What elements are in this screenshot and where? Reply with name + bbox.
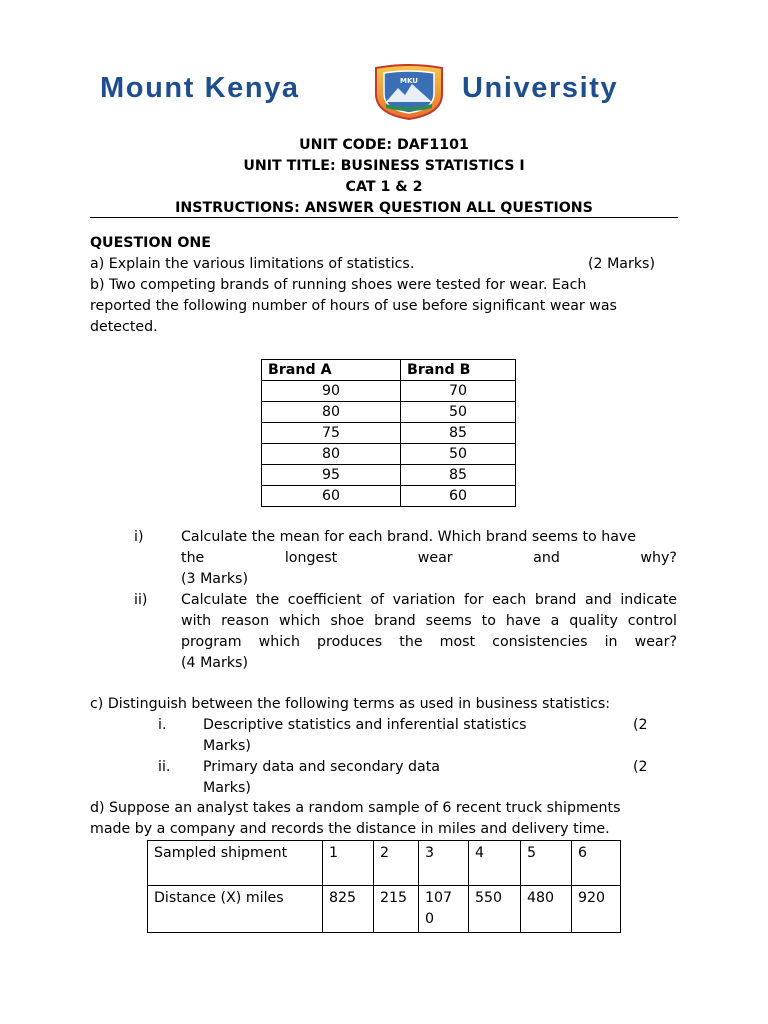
question-c-ii-marks-2: Marks)	[203, 780, 251, 796]
crest-text: MKU	[400, 77, 418, 85]
table-header-cell: Brand B	[401, 360, 516, 381]
table-cell: 70	[401, 381, 516, 402]
table-row	[262, 423, 516, 444]
sub-question-ii-line-1: Calculate the coefficient of variation for each brand and indicate	[181, 592, 677, 608]
question-b-line-1: b) Two competing brands of running shoes were tested for wear. Each	[90, 277, 587, 293]
logo-word-right: University	[462, 72, 619, 104]
word: wear	[417, 550, 453, 566]
table-cell: 6	[572, 841, 621, 886]
table-cell: 85	[401, 465, 516, 486]
university-crest-icon	[372, 64, 446, 120]
question-a-marks: (2 Marks)	[588, 256, 655, 272]
table-cell: 95	[262, 465, 401, 486]
question-b-line-3: detected.	[90, 319, 158, 335]
question-c-text: c) Distinguish between the following terms as used in business statistics:	[90, 696, 611, 712]
question-c-i-marks-2: Marks)	[203, 738, 251, 754]
table-cell: 50	[401, 444, 516, 465]
table-cell: 1	[323, 841, 374, 886]
title-divider	[90, 217, 678, 218]
question-a-text: a) Explain the various limitations of statistics.	[90, 256, 415, 272]
table-row	[262, 381, 516, 402]
table-row	[262, 444, 516, 465]
university-logo	[98, 64, 688, 122]
question-c-i-marks-1: (2	[633, 717, 648, 733]
table-row	[148, 841, 621, 886]
table-cell: 60	[401, 486, 516, 507]
table-row	[148, 886, 621, 933]
table-cell: 85	[401, 423, 516, 444]
table-cell: 2	[374, 841, 419, 886]
brand-wear-table	[261, 359, 516, 507]
table-row	[262, 402, 516, 423]
table-row	[262, 486, 516, 507]
table-row	[262, 465, 516, 486]
table-cell: 215	[374, 886, 419, 933]
sub-question-i-line-2	[181, 550, 677, 566]
table-cell: 920	[572, 886, 621, 933]
sub-question-ii-label: ii)	[134, 592, 148, 608]
table-cell: 75	[262, 423, 401, 444]
table-header-cell: Brand A	[262, 360, 401, 381]
unit-code: UNIT CODE: DAF1101	[299, 137, 469, 153]
question-c-i-text: Descriptive statistics and inferential statistics	[203, 717, 527, 733]
cat-label: CAT 1 & 2	[345, 179, 423, 195]
table-cell: 107 0	[419, 886, 469, 933]
question-d-line-1: d) Suppose an analyst takes a random sample of 6 recent truck shipments	[90, 800, 621, 816]
sub-question-i-label: i)	[134, 529, 144, 545]
sub-question-ii-marks: (4 Marks)	[181, 655, 248, 671]
word: and	[533, 550, 560, 566]
word: why?	[640, 550, 677, 566]
table-cell: 550	[469, 886, 521, 933]
table-header-row	[262, 360, 516, 381]
sub-question-i-marks: (3 Marks)	[181, 571, 248, 587]
table-cell: Distance (X) miles	[148, 886, 323, 933]
sub-question-i-line-1: Calculate the mean for each brand. Which brand seems to have	[181, 529, 637, 545]
question-c-ii-label: ii.	[158, 759, 171, 775]
table-cell: 5	[521, 841, 572, 886]
question-b-line-2: reported the following number of hours of use before significant wear was	[90, 298, 617, 314]
shipments-table	[147, 840, 621, 933]
sub-question-ii-line-3: program which produces the most consistencies in wear?	[181, 634, 677, 650]
question-c-ii-text: Primary data and secondary data	[203, 759, 440, 775]
sub-question-ii-line-2: with reason which shoe brand seems to have a quality control	[181, 613, 677, 629]
table-cell: 3	[419, 841, 469, 886]
word: the	[181, 550, 205, 566]
question-c-i-label: i.	[158, 717, 167, 733]
instructions: INSTRUCTIONS: ANSWER QUESTION ALL QUESTIONS	[175, 200, 593, 216]
table-cell: 4	[469, 841, 521, 886]
word: longest	[284, 550, 338, 566]
table-cell: 825	[323, 886, 374, 933]
table-cell: 60	[262, 486, 401, 507]
table-cell: 80	[262, 444, 401, 465]
logo-word-left: Mount Kenya	[100, 72, 300, 104]
table-cell: 90	[262, 381, 401, 402]
table-cell: Sampled shipment	[148, 841, 323, 886]
table-cell: 50	[401, 402, 516, 423]
unit-title: UNIT TITLE: BUSINESS STATISTICS I	[243, 158, 525, 174]
table-cell: 480	[521, 886, 572, 933]
question-c-ii-marks-1: (2	[633, 759, 648, 775]
table-cell: 80	[262, 402, 401, 423]
question-heading: QUESTION ONE	[90, 235, 211, 251]
question-d-line-2: made by a company and records the distance in miles and delivery time.	[90, 821, 610, 837]
